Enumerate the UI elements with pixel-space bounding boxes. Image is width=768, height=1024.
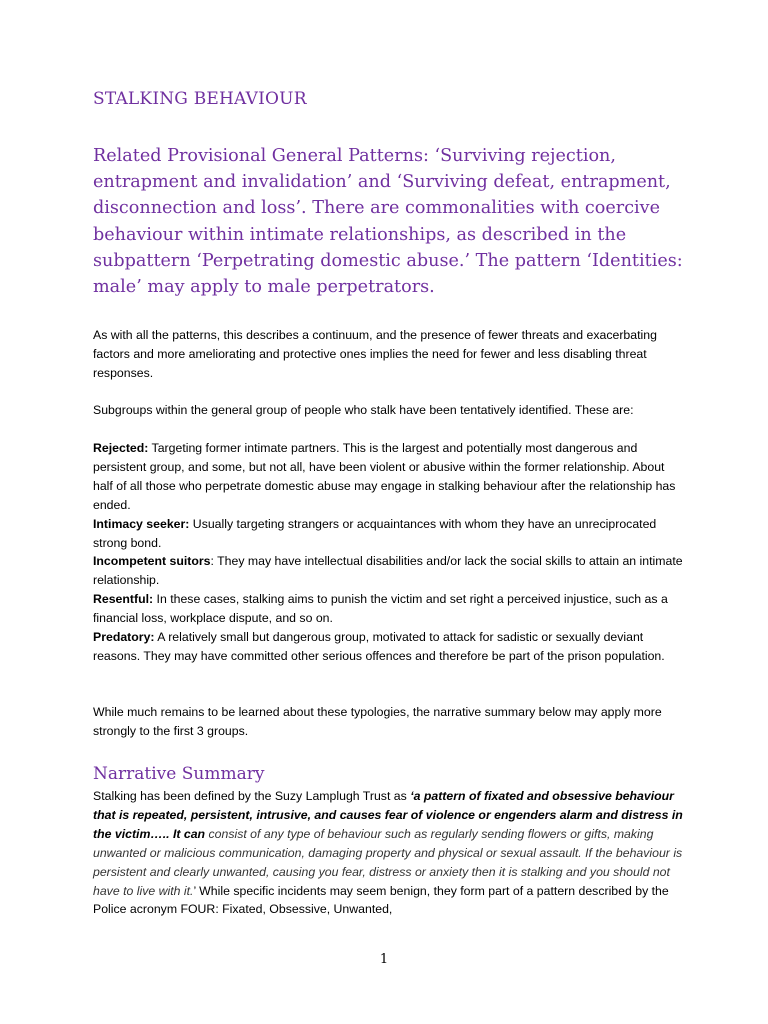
subgroups-list <box>93 439 683 666</box>
subgroup-intimacy-seeker <box>93 515 683 553</box>
subgroup-description: In these cases, stalking aims to punish the victim and set right a perceived injustice, such as a financial loss, workplace dispute, and so on. <box>93 592 668 626</box>
subgroup-resentful <box>93 590 683 628</box>
subgroup-description: Targeting former intimate partners. This is the largest and potentially most dangerous and persistent group, and some, but not all, have been violent or abusive within the former relationship. About half of all those who perpetrate domestic abuse may engage in stalking behaviour after the relationship has ended. <box>93 441 676 512</box>
page-number: 1 <box>379 952 389 967</box>
subgroups-intro-paragraph: Subgroups within the general group of people who stalk have been tentatively identified. These are: <box>93 403 634 417</box>
narrative-outro: ’ While specific incidents may seem benign, they form part of a pattern described by the Police acronym FOUR: Fixated, Obsessive, Unwanted, <box>93 883 669 917</box>
subgroup-description: Usually targeting strangers or acquaintances with whom they have an unreciprocated strong bond. <box>93 516 657 550</box>
subgroup-term: Rejected: <box>93 441 149 455</box>
narrative-summary-heading: Narrative Summary <box>93 764 265 784</box>
narrative-intro: Stalking has been defined by the Suzy Lamplugh Trust as <box>93 789 411 803</box>
narrative-quote: consist of any type of behaviour such as regularly sending flowers or gifts, making unwanted or malicious communication, damaging property and physical or sexual assault. If the behaviour is persistent and clearly unwanted, causing you fear, distress or anxiety then it is stalking and you should not have to live with it. <box>93 826 683 898</box>
typologies-paragraph: While much remains to be learned about these typologies, the narrative summary below may apply more strongly to the first 3 groups. <box>93 705 662 738</box>
document-title: STALKING BEHAVIOUR <box>93 89 307 109</box>
subgroup-predatory <box>93 628 683 666</box>
narrative-paragraph <box>93 787 683 919</box>
subgroup-incompetent-suitors <box>93 552 683 590</box>
subgroup-description: : They may have intellectual disabilities and/or lack the social skills to attain an intimate relationship. <box>93 554 683 588</box>
continuum-paragraph: As with all the patterns, this describes a continuum, and the presence of fewer threats and exacerbating factors and more ameliorating and protective ones implies the need for fewer and less disabling threat responses. <box>93 328 657 380</box>
related-patterns-heading: Related Provisional General Patterns: ‘Surviving rejection, entrapment and invalidation’ and ‘Surviving defeat, entrapment, disconnection and loss’. There are commonalities with coercive behaviour within intimate relationships, as described in the subpattern ‘Perpetrating domestic abuse.’ The pattern ‘Identities: male’ may apply to male perpetrators. <box>93 146 683 298</box>
narrative-quote-emphasis: ‘a pattern of fixated and obsessive behaviour that is repeated, persistent, intrusive, and causes fear of violence or engenders alarm and distress in the victim….. It can <box>93 789 683 841</box>
subgroup-term: Resentful: <box>93 592 154 607</box>
subgroup-term: Incompetent suitors <box>93 554 211 569</box>
subgroup-term: Predatory: <box>93 630 155 645</box>
subgroup-description: A relatively small but dangerous group, motivated to attack for sadistic or sexually deviant reasons. They may have committed other serious offences and therefore be part of the prison population. <box>93 630 665 663</box>
subgroup-term: Intimacy seeker: <box>93 516 190 531</box>
subgroup-rejected <box>93 439 683 515</box>
